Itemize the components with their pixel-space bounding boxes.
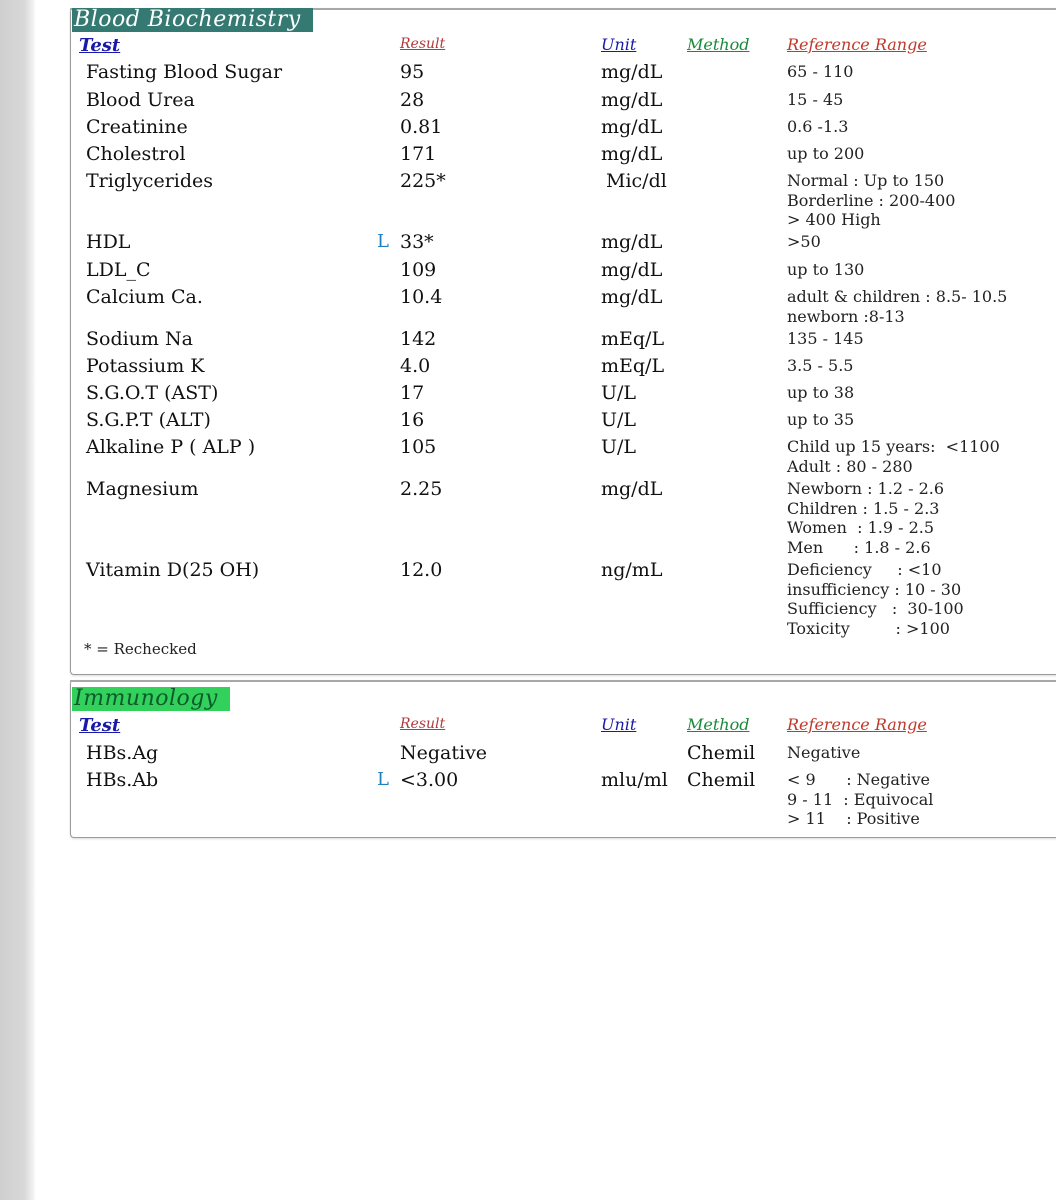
reference-line: Women : 1.9 - 2.5 xyxy=(787,518,935,537)
test-name: Triglycerides xyxy=(86,170,214,192)
low-flag: L xyxy=(377,231,389,252)
reference-range xyxy=(787,171,955,230)
header-method: Method xyxy=(687,715,750,734)
result-value: 171 xyxy=(400,143,437,165)
result-value: Negative xyxy=(400,742,488,764)
reference-line: up to 38 xyxy=(787,383,855,402)
reference-line: 9 - 11 : Equivocal xyxy=(787,789,934,809)
result-value: 2.25 xyxy=(400,478,443,500)
result-value: 105 xyxy=(400,436,437,458)
reference-line: Deficiency : <10 xyxy=(787,560,942,579)
reference-range xyxy=(787,287,1007,326)
header-method: Method xyxy=(687,35,750,54)
test-name: Vitamin D(25 OH) xyxy=(86,559,260,581)
unit-value: mg/dL xyxy=(601,259,663,281)
header-reference-range: Reference Range xyxy=(787,715,927,734)
unit-value: mg/dL xyxy=(601,61,663,83)
reference-range xyxy=(787,62,853,82)
reference-line: adult & children : 8.5- 10.5 xyxy=(787,287,1008,306)
result-value: <3.00 xyxy=(400,769,459,791)
reference-range xyxy=(787,144,864,164)
test-name: Sodium Na xyxy=(86,328,193,350)
reference-line: up to 130 xyxy=(787,260,865,279)
reference-line: insufficiency : 10 - 30 xyxy=(787,579,962,599)
reference-line: >50 xyxy=(787,232,821,251)
unit-value: U/L xyxy=(601,436,637,458)
reference-line: 0.6 -1.3 xyxy=(787,117,849,136)
reference-range xyxy=(787,743,860,763)
reference-line: 15 - 45 xyxy=(787,90,844,109)
reference-range xyxy=(787,770,933,829)
result-value: 10.4 xyxy=(400,286,443,308)
reference-range xyxy=(787,479,944,557)
test-name: HBs.Ab xyxy=(86,769,159,791)
section-title-biochemistry: Blood Biochemistry xyxy=(72,8,313,32)
reference-line: Children : 1.5 - 2.3 xyxy=(787,498,940,518)
test-name: Potassium K xyxy=(86,355,205,377)
test-name: Alkaline P ( ALP ) xyxy=(86,436,256,458)
unit-value: mg/dL xyxy=(601,143,663,165)
page-left-edge xyxy=(0,0,36,1200)
reference-line: Sufficiency : 30-100 xyxy=(787,599,964,618)
reference-range xyxy=(787,260,864,280)
unit-value: mg/dL xyxy=(601,231,663,253)
reference-range xyxy=(787,437,1000,476)
test-name: LDL_C xyxy=(86,259,151,281)
reference-line: 135 - 145 xyxy=(787,329,864,348)
reference-line: newborn :8-13 xyxy=(787,306,905,326)
reference-range xyxy=(787,117,848,137)
result-value: 142 xyxy=(400,328,437,350)
result-value: 12.0 xyxy=(400,559,443,581)
test-name: Fasting Blood Sugar xyxy=(86,61,283,83)
test-name: Magnesium xyxy=(86,478,199,500)
result-value: 33* xyxy=(400,231,434,253)
header-test: Test xyxy=(79,715,121,736)
test-name: Blood Urea xyxy=(86,89,195,111)
reference-line: Newborn : 1.2 - 2.6 xyxy=(787,479,945,498)
header-result: Result xyxy=(400,36,446,52)
unit-value: mg/dL xyxy=(601,89,663,111)
unit-value: mEq/L xyxy=(601,328,665,350)
reference-line: up to 200 xyxy=(787,144,865,163)
result-value: 225* xyxy=(400,170,446,192)
result-value: 28 xyxy=(400,89,425,111)
result-value: 109 xyxy=(400,259,437,281)
unit-value: U/L xyxy=(601,409,637,431)
low-flag: L xyxy=(377,769,389,790)
header-unit: Unit xyxy=(601,715,637,734)
header-reference-range: Reference Range xyxy=(787,35,927,54)
reference-range xyxy=(787,383,854,403)
result-value: 0.81 xyxy=(400,116,443,138)
test-name: Calcium Ca. xyxy=(86,286,203,308)
reference-line: Child up 15 years: <1100 xyxy=(787,437,1000,456)
header-test: Test xyxy=(79,35,121,56)
reference-line: < 9 : Negative xyxy=(787,770,930,789)
reference-line: > 11 : Positive xyxy=(787,809,920,828)
unit-value: mg/dL xyxy=(601,116,663,138)
immunology-section xyxy=(70,680,1056,838)
reference-line: Toxicity : >100 xyxy=(787,618,950,638)
reference-range xyxy=(787,90,843,110)
section-top-band xyxy=(70,680,1056,682)
reference-range xyxy=(787,410,854,430)
footnote-rechecked: * = Rechecked xyxy=(84,640,197,658)
header-unit: Unit xyxy=(601,35,637,54)
unit-value: Mic/dl xyxy=(606,170,667,192)
reference-line: Normal : Up to 150 xyxy=(787,171,945,190)
reference-line: up to 35 xyxy=(787,410,855,429)
test-name: HDL xyxy=(86,231,131,253)
section-title-immunology: Immunology xyxy=(72,687,230,711)
reference-line: Adult : 80 - 280 xyxy=(787,456,913,476)
test-name: HBs.Ag xyxy=(86,742,159,764)
reference-line: Borderline : 200-400 xyxy=(787,190,956,210)
result-value: 4.0 xyxy=(400,355,431,377)
reference-line: 3.5 - 5.5 xyxy=(787,356,854,375)
result-value: 17 xyxy=(400,382,425,404)
method-value: Chemil xyxy=(687,769,756,791)
result-value: 95 xyxy=(400,61,425,83)
unit-value: mEq/L xyxy=(601,355,665,377)
reference-line: 65 - 110 xyxy=(787,62,854,81)
unit-value: mlu/ml xyxy=(601,769,668,791)
reference-range xyxy=(787,356,853,376)
test-name: Creatinine xyxy=(86,116,188,138)
header-result: Result xyxy=(400,716,446,732)
reference-range xyxy=(787,329,864,349)
reference-range xyxy=(787,232,821,252)
test-name: Cholestrol xyxy=(86,143,186,165)
reference-line: > 400 High xyxy=(787,210,881,229)
method-value: Chemil xyxy=(687,742,756,764)
reference-line: Negative xyxy=(787,743,861,762)
unit-value: mg/dL xyxy=(601,286,663,308)
unit-value: mg/dL xyxy=(601,478,663,500)
reference-range xyxy=(787,560,964,638)
result-value: 16 xyxy=(400,409,425,431)
unit-value: U/L xyxy=(601,382,637,404)
test-name: S.G.P.T (ALT) xyxy=(86,409,211,431)
reference-line: Men : 1.8 - 2.6 xyxy=(787,537,931,557)
biochemistry-section xyxy=(70,8,1056,675)
unit-value: ng/mL xyxy=(601,559,663,581)
test-name: S.G.O.T (AST) xyxy=(86,382,219,404)
